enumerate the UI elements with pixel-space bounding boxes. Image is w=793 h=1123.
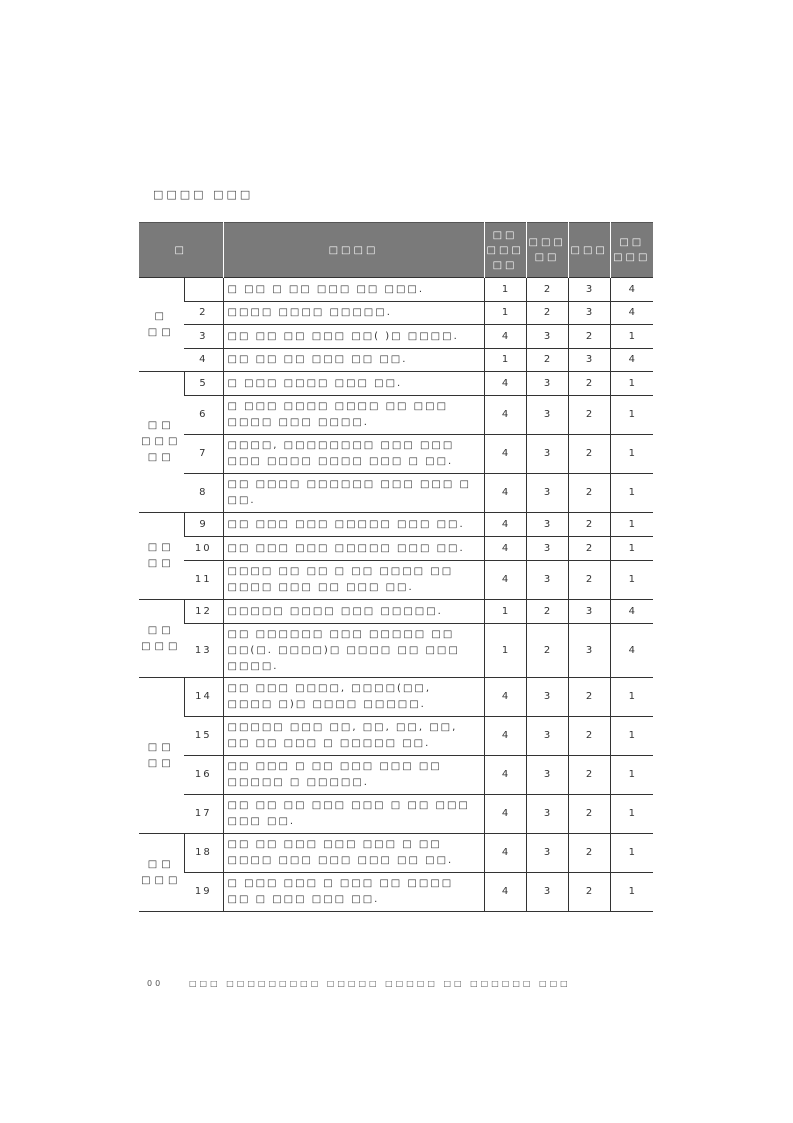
score-option-2[interactable]: 3 <box>526 795 568 834</box>
score-option-3[interactable]: 2 <box>568 561 610 600</box>
score-option-3[interactable]: 2 <box>568 474 610 513</box>
score-option-2[interactable]: 3 <box>526 678 568 717</box>
score-option-2[interactable]: 3 <box>526 435 568 474</box>
score-option-2[interactable]: 2 <box>526 600 568 624</box>
score-option-3[interactable]: 3 <box>568 600 610 624</box>
score-option-2[interactable]: 3 <box>526 396 568 435</box>
score-option-2[interactable]: 3 <box>526 372 568 396</box>
item-text: □ □□□ □□□□ □□□ □□. <box>223 372 484 396</box>
item-number: 16 <box>184 756 223 795</box>
running-title: □□□ □□□□□□□□□ □□□□□ □□□□□ □□ □□□□□□ □□□ <box>189 979 571 988</box>
item-text: □□ □□ □□ □□□ □□( )□ □□□□. <box>223 325 484 349</box>
item-text: □□□□ □□ □□ □ □□ □□□□ □□ □□□□ □□□ □□ □□□ □□. <box>223 561 484 600</box>
header-score-2: □□□ □□ <box>526 223 568 278</box>
area-label: □□ □□□ □□ <box>139 372 184 513</box>
header-area: □ <box>139 223 223 278</box>
score-option-2[interactable]: 3 <box>526 717 568 756</box>
score-option-1[interactable]: 4 <box>484 717 526 756</box>
survey-table <box>139 222 653 912</box>
score-option-1[interactable]: 4 <box>484 537 526 561</box>
table-row <box>139 756 653 795</box>
header-score-1: □□ □□□ □□ <box>484 223 526 278</box>
score-option-1[interactable]: 4 <box>484 372 526 396</box>
score-option-1[interactable]: 4 <box>484 834 526 873</box>
table-row <box>139 834 653 873</box>
score-option-3[interactable]: 2 <box>568 372 610 396</box>
table-row <box>139 795 653 834</box>
score-option-1[interactable]: 4 <box>484 513 526 537</box>
area-label: □ □□ <box>139 278 184 372</box>
header-item: □□□□ <box>223 223 484 278</box>
item-text: □□ □□□ □□□ □□□□□ □□□ □□. <box>223 537 484 561</box>
score-option-4[interactable]: 1 <box>610 678 653 717</box>
table-row <box>139 349 653 372</box>
item-text: □□ □□ □□□ □□□ □□□ □ □□ □□□□ □□□ □□□ □□□ □□ □□. <box>223 834 484 873</box>
score-option-4[interactable]: 1 <box>610 873 653 912</box>
item-number: 3 <box>184 325 223 349</box>
score-option-3[interactable]: 2 <box>568 834 610 873</box>
item-text: □□ □□□□ □□□□□□ □□□ □□□ □ □□. <box>223 474 484 513</box>
score-option-3[interactable]: 2 <box>568 795 610 834</box>
table-row <box>139 624 653 678</box>
area-label: □□ □□□ <box>139 600 184 678</box>
score-option-1[interactable]: 4 <box>484 678 526 717</box>
score-option-4[interactable]: 1 <box>610 561 653 600</box>
table-row <box>139 278 653 302</box>
score-option-1[interactable]: 4 <box>484 561 526 600</box>
item-number: 19 <box>184 873 223 912</box>
item-number: 13 <box>184 624 223 678</box>
item-text: □□□□, □□□□□□□□ □□□ □□□ □□□ □□□□ □□□□ □□□ □ □□. <box>223 435 484 474</box>
score-option-4[interactable]: 1 <box>610 537 653 561</box>
score-option-1[interactable]: 4 <box>484 756 526 795</box>
score-option-4[interactable]: 1 <box>610 396 653 435</box>
item-number: 18 <box>184 834 223 873</box>
score-option-3[interactable]: 2 <box>568 513 610 537</box>
score-option-1[interactable]: 4 <box>484 474 526 513</box>
table-row <box>139 600 653 624</box>
area-label: □□ □□ <box>139 678 184 834</box>
score-option-4[interactable]: 1 <box>610 756 653 795</box>
score-option-3[interactable]: 3 <box>568 278 610 302</box>
score-option-1[interactable]: 1 <box>484 624 526 678</box>
item-text: □□ □□□ □□□ □□□□□ □□□ □□. <box>223 513 484 537</box>
score-option-2[interactable]: 3 <box>526 834 568 873</box>
item-number: 4 <box>184 349 223 372</box>
item-number: 9 <box>184 513 223 537</box>
item-text: □□□□□ □□□ □□, □□, □□, □□, □□ □□ □□□ □ □□□□□ □□. <box>223 717 484 756</box>
item-number <box>184 278 223 302</box>
item-number: 10 <box>184 537 223 561</box>
item-number: 7 <box>184 435 223 474</box>
score-option-3[interactable]: 2 <box>568 325 610 349</box>
item-text: □ □□ □ □□ □□□ □□ □□□. <box>223 278 484 302</box>
score-option-1[interactable]: 1 <box>484 349 526 372</box>
area-label: □□ □□ <box>139 513 184 600</box>
score-option-1[interactable]: 4 <box>484 435 526 474</box>
score-option-4[interactable]: 1 <box>610 513 653 537</box>
score-option-4[interactable]: 4 <box>610 600 653 624</box>
score-option-4[interactable]: 1 <box>610 325 653 349</box>
item-text: □□ □□□□□□ □□□ □□□□□ □□ □□(□. □□□□)□ □□□□ □□ □□□ □□□□. <box>223 624 484 678</box>
score-option-1[interactable]: 1 <box>484 278 526 302</box>
item-number: 6 <box>184 396 223 435</box>
score-option-1[interactable]: 4 <box>484 325 526 349</box>
table-row <box>139 717 653 756</box>
score-option-2[interactable]: 3 <box>526 873 568 912</box>
score-option-2[interactable]: 3 <box>526 756 568 795</box>
item-text: □□ □□□ □□□□, □□□□(□□, □□□□ □)□ □□□□ □□□□□. <box>223 678 484 717</box>
item-text: □□□□ □□□□ □□□□□. <box>223 302 484 325</box>
score-option-4[interactable]: 4 <box>610 278 653 302</box>
score-option-1[interactable]: 4 <box>484 795 526 834</box>
item-text: □ □□□ □□□□ □□□□ □□ □□□ □□□□ □□□ □□□□. <box>223 396 484 435</box>
survey-body <box>139 278 653 912</box>
item-number: 15 <box>184 717 223 756</box>
score-option-3[interactable]: 3 <box>568 624 610 678</box>
item-number: 8 <box>184 474 223 513</box>
page-number: 00 <box>147 979 164 988</box>
area-label: □□ □□□ <box>139 834 184 912</box>
table-row <box>139 678 653 717</box>
score-option-2[interactable]: 3 <box>526 561 568 600</box>
score-option-2[interactable]: 2 <box>526 349 568 372</box>
item-text: □□□□□ □□□□ □□□ □□□□□. <box>223 600 484 624</box>
item-number: 17 <box>184 795 223 834</box>
score-option-1[interactable]: 4 <box>484 396 526 435</box>
header-row <box>139 223 653 278</box>
table-caption: □□□□ □□□ <box>153 188 254 201</box>
score-option-4[interactable]: 4 <box>610 624 653 678</box>
item-number: 12 <box>184 600 223 624</box>
score-option-1[interactable]: 4 <box>484 873 526 912</box>
item-number: 11 <box>184 561 223 600</box>
score-option-2[interactable]: 2 <box>526 278 568 302</box>
score-option-3[interactable]: 2 <box>568 678 610 717</box>
item-number: 14 <box>184 678 223 717</box>
header-score-3: □□□ <box>568 223 610 278</box>
table-row <box>139 302 653 325</box>
item-number: 5 <box>184 372 223 396</box>
score-option-2[interactable]: 2 <box>526 302 568 325</box>
score-option-3[interactable]: 2 <box>568 396 610 435</box>
item-number: 2 <box>184 302 223 325</box>
score-option-3[interactable]: 2 <box>568 435 610 474</box>
score-option-4[interactable]: 4 <box>610 302 653 325</box>
score-option-3[interactable]: 2 <box>568 873 610 912</box>
table-row <box>139 435 653 474</box>
score-option-4[interactable]: 1 <box>610 717 653 756</box>
score-option-3[interactable]: 2 <box>568 756 610 795</box>
score-option-2[interactable]: 3 <box>526 474 568 513</box>
item-text: □□ □□ □□ □□□ □□ □□. <box>223 349 484 372</box>
item-text: □ □□□ □□□ □ □□□ □□ □□□□ □□ □ □□□ □□□ □□. <box>223 873 484 912</box>
score-option-2[interactable]: 3 <box>526 513 568 537</box>
score-option-3[interactable]: 2 <box>568 537 610 561</box>
header-score-4: □□ □□□ <box>610 223 653 278</box>
score-option-4[interactable]: 1 <box>610 795 653 834</box>
score-option-3[interactable]: 3 <box>568 349 610 372</box>
score-option-2[interactable]: 2 <box>526 624 568 678</box>
score-option-1[interactable]: 1 <box>484 600 526 624</box>
score-option-4[interactable]: 1 <box>610 474 653 513</box>
table-row <box>139 513 653 537</box>
table-row <box>139 873 653 912</box>
table-row <box>139 396 653 435</box>
item-text: □□ □□□ □ □□ □□□ □□□ □□ □□□□□ □ □□□□□. <box>223 756 484 795</box>
score-option-4[interactable]: 4 <box>610 349 653 372</box>
score-option-2[interactable]: 3 <box>526 537 568 561</box>
score-option-4[interactable]: 1 <box>610 372 653 396</box>
table-row <box>139 474 653 513</box>
item-text: □□ □□ □□ □□□ □□□ □ □□ □□□ □□□ □□. <box>223 795 484 834</box>
score-option-3[interactable]: 3 <box>568 302 610 325</box>
score-option-1[interactable]: 1 <box>484 302 526 325</box>
table-row <box>139 537 653 561</box>
table-row <box>139 372 653 396</box>
table-row <box>139 325 653 349</box>
score-option-3[interactable]: 2 <box>568 717 610 756</box>
table-row <box>139 561 653 600</box>
score-option-4[interactable]: 1 <box>610 435 653 474</box>
score-option-4[interactable]: 1 <box>610 834 653 873</box>
score-option-2[interactable]: 3 <box>526 325 568 349</box>
